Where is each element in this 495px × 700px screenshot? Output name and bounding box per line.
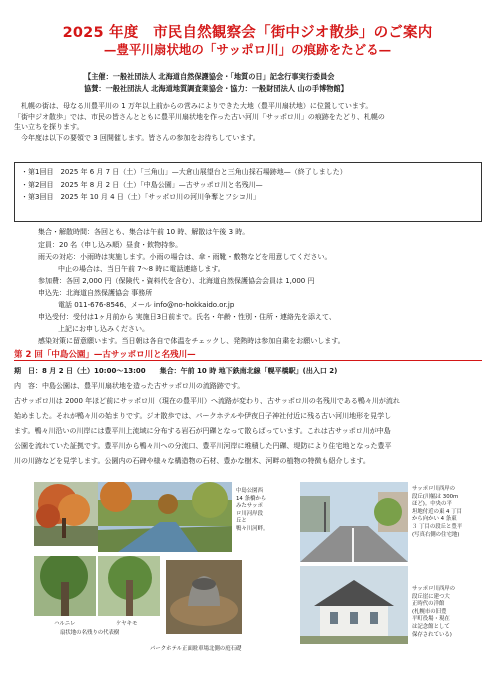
info-contact: 申込先：北海道自然保護協会 事務所 — [38, 289, 153, 297]
schedule-item-3: ・第3回目 2025 年 10 月 4 日（土）「サッポロ川の河川争奪とフシコ川」 — [21, 193, 260, 202]
info-phone-mail: 電話 011-676-8546、メール info@no-hokkaido.or.jp — [58, 301, 235, 309]
page-title: 2025 年度 市民自然観察会「街中ジオ散歩」のご案内 — [62, 25, 433, 41]
section-title: 第 2 回「中島公園」—古サッポロ川と名残川— — [14, 350, 196, 360]
schedule-item-1: ・第1回目 2025 年 6 月 7 日（土）「三角山」—大倉山展望台と三角山採石場跡地—（終了しました） — [21, 168, 347, 176]
intro-line: 「街中ジオ散歩」では、市民の皆さんとともに豊平川扇状地を作った古い河川「サッポロ川」の痕跡をたどり、札幌の — [14, 112, 385, 121]
autumn-tree-photo — [34, 482, 98, 546]
intro-line: 今年度は以下の要領で 3 回開催します。皆さんの参加をお待ちしています。 — [14, 133, 260, 142]
caption-line: ロ川河岸段 — [236, 510, 263, 517]
caption-harunire: ハルニレ — [54, 621, 76, 627]
building-image — [300, 566, 408, 644]
body-line: 始めました。それが鴨々川の始まりです。ジオ散歩では、パークホテルや伊夜日子神社付近に残る古い河川地形を見学し — [14, 412, 392, 420]
caption-line: サッポロ川西岸の — [412, 486, 456, 492]
organizer-support: 協賛：一般社団法人 北海道地質調査業協会・協力：一般財団法人 山の手博物館】 — [84, 84, 348, 93]
event-content: 内 容：中島公園は、豊平川扇状地を造った古サッポロ川の流路跡です。 — [14, 382, 245, 390]
body-line: 川の川跡などを見学します。公園内の石碑や様々な構造物の石材、豊かな樹木、河畔の植物の特徴も紹介します。 — [14, 457, 370, 465]
info-meeting-time: 集合・解散時間：各回とも、集合は午前 10 時、解散は午後 3 時。 — [38, 228, 250, 236]
caption-line: ほど)。中央の平 — [412, 501, 452, 508]
body-line: 古サッポロ川は 2000 年ほど前にサッポロ川（現在の豊平川）へ流路が変わり、古サッポロ川の名残川である鴨々川が流れ — [14, 397, 400, 405]
intro-text — [14, 101, 482, 143]
caption-keyaki: ケヤキモ — [116, 621, 138, 627]
keyaki-tree-photo — [98, 556, 160, 616]
street-image — [300, 482, 408, 562]
caption-terrace — [412, 486, 462, 539]
caption-line: みたサッポ — [236, 503, 263, 510]
tree-image — [98, 556, 160, 616]
caption-line: 鴨々川河畔。 — [236, 525, 269, 532]
caption-line: 14 条橋から — [236, 495, 267, 502]
caption-line: 丘と — [236, 518, 247, 525]
body-line: ます。鴨々川沿いの川岸には豊平川上流域に分布する岩石が円礫となって散らばっています。これは古サッポロ川が中島 — [14, 427, 391, 435]
info-reception-2: 上記にお申し込みください。 — [58, 325, 149, 333]
caption-line: 平町役場・現在 — [412, 616, 450, 623]
intro-line: 札幌の街は、母なる川豊平川の 1 万年以上前からの営みによりできた大地（豊平川扇状地）に位置しています。 — [14, 102, 373, 110]
caption-line: (写真右側の住宅地) — [412, 531, 460, 538]
old-building-photo — [300, 566, 408, 644]
section-divider — [14, 360, 482, 361]
river-image — [98, 482, 232, 552]
autumn-tree-image — [34, 482, 98, 546]
organizer-main: 【主催：一般社団法人 北海道自然保護協会・「地質の日」記念行事実行委員会 — [84, 72, 335, 81]
caption-line: 段丘崖に建つ大 — [412, 593, 450, 600]
caption-line: 中島公園西 — [236, 488, 263, 494]
info-health: 感染対策に留意願います。当日朝は各自で体温をチェックし、発熱時は参加自粛をお願いします。 — [38, 337, 345, 345]
caption-line: ３ 丁目の段丘と豊平 — [412, 523, 463, 530]
caption-trees: 扇状地の名残りの代表樹 — [60, 630, 120, 636]
info-capacity: 定員：20 名（申し込み順）昼食・飲物持参。 — [38, 241, 183, 249]
stone-image — [166, 560, 242, 634]
schedule-item-2: ・第2回目 2025 年 8 月 2 日（土）「中島公園」—古サッポロ川と名残川— — [21, 180, 263, 189]
schedule-box — [14, 162, 482, 222]
caption-line: 坦地付近の東 4 丁目 — [412, 508, 462, 515]
body-line: 公園を流れていた証拠です。豊平川から鴨々川への分流口、豊平川河岸に堆積した円礫、堤防により住宅地となった豊平 — [14, 442, 392, 450]
tree-image — [34, 556, 96, 616]
intro-line: 生い立ちを探ります。 — [14, 123, 84, 132]
caption-stone: パークホテル正面駐車場北側の庭石礎 — [150, 646, 242, 652]
info-fee: 参加費：各回 2,000 円（保険代・資料代を含む）、北海道自然保護協会会員は 1,000 円 — [38, 277, 315, 285]
harunire-tree-photo — [34, 556, 96, 616]
street-terrace-photo — [300, 482, 408, 562]
caption-line: (札幌市の旧豊 — [412, 608, 447, 615]
caption-line: は記念館として — [412, 623, 450, 630]
caption-line: 保存されている) — [412, 631, 452, 638]
caption-line: サッポロ川西岸の — [412, 586, 456, 592]
page-subtitle: —豊平川扇状地の「サッポロ川」の痕跡をたどる— — [103, 42, 392, 57]
stone-photo — [166, 560, 242, 634]
event-date: 期 日：8 月 2 日（土）10:00～13:00 集合：午前 10 時 地下鉄南北線「幌平橋駅」(出入口 2) — [14, 367, 338, 375]
caption-line: 段丘(川幅は 300m — [412, 493, 459, 500]
caption-park-river — [236, 488, 268, 534]
info-reception: 申込受付：受付は1ヶ月前から 実施日3日前まで。氏名・年齢・性別・住所・連絡先を添えて、 — [38, 313, 336, 321]
caption-line: 正時代の洋館 — [412, 601, 445, 608]
caption-line: から向かい 4 条東 — [412, 516, 457, 523]
river-photo — [98, 482, 232, 552]
info-cancel: 中止の場合は、当日午前 7～8 時に電話連絡します。 — [58, 265, 225, 273]
info-rain: 雨天の対応：小雨時は実施します。小雨の場合は、傘・雨靴・敷物などを用意してください。 — [38, 253, 332, 261]
caption-old-building — [412, 586, 455, 639]
